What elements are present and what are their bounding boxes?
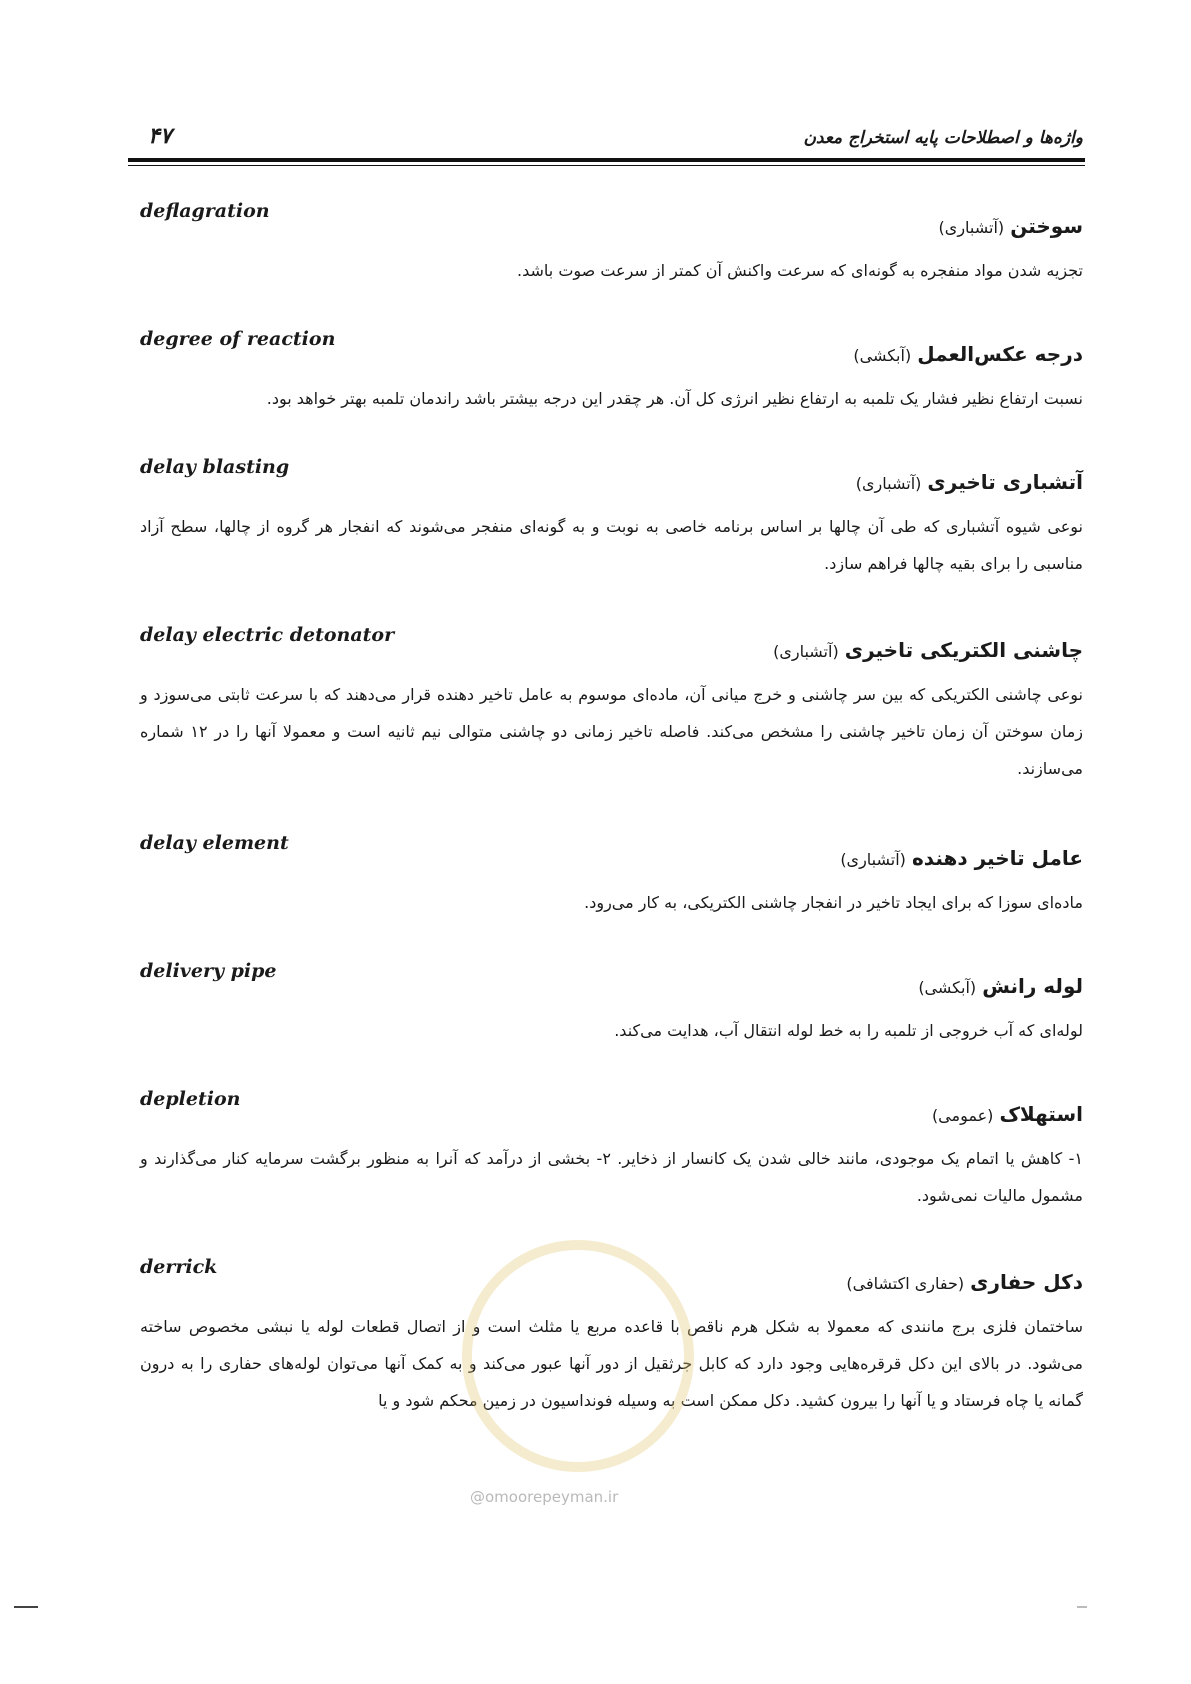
entry-category: (حفاری اکتشافی) [846,1274,965,1293]
running-header-title: واژه‌ها و اصطلاحات پایه استخراج معدن [803,128,1083,148]
entry-category: (آتشباری) [840,850,906,869]
persian-term: عامل تاخیر دهنده [911,846,1083,870]
english-term: deflagration [140,200,270,222]
english-term: delay blasting [140,456,290,478]
entry-category: (آتشباری) [773,642,839,661]
english-term: degree of reaction [140,328,336,350]
entry-definition: ساختمان فلزی برج مانندی که معمولا به شکل هرم ناقص با قاعده مربع یا مثلث است و از اتصال قطعات لوله یا نبشی مخصوص ساخته می‌شود. در بالای این دکل قرقره‌هایی وجود دارد که کابل جرثقیل از دور آنها عبور می‌کند و به کمک آنها می‌توان لوله‌های حفاری را به درون گمانه یا چاه فرستاد و یا آنها را بیرون کشید. دکل ممکن است به وسیله فونداسیون در زمین محکم شود و یا [140,1317,1083,1410]
entry-category: (آتشباری) [938,218,1005,237]
entry-definition: ۱- کاهش یا اتمام یک موجودی، مانند خالی شدن یک کانسار از ذخایر. ۲- بخشی از درآمد که آنرا به منظور برگشت سرمایه کنار می‌گذارند و مشمول مالیات نمی‌شود. [140,1149,1084,1205]
english-term: depletion [140,1088,241,1110]
entry-definition: نوعی شیوه آتشباری که طی آن چالها بر اساس برنامه خاصی به نوبت و به گونه‌ای منفجر می‌شوند که انفجار هر گروه از چالها، سطح آزاد مناسبی را برای بقیه چالها فراهم سازد. [140,517,1083,573]
header-rule-thick [128,158,1085,162]
entry-category: (آتشباری) [855,474,922,493]
persian-term: چاشنی الکتریکی تاخیری [844,638,1083,662]
entry-definition: لوله‌ای که آب خروجی از تلمبه را به خط لوله انتقال آب، هدایت می‌کند. [614,1021,1083,1040]
persian-term: لوله رانش [982,974,1083,998]
persian-heading [856,470,1083,494]
persian-term: درجه عکس‌العمل [917,342,1083,366]
entry-definition: تجزیه شدن مواد منفجره به گونه‌ای که سرعت واکنش آن کمتر از سرعت صوت باشد. [517,261,1083,280]
persian-term: آتشباری تاخیری [927,470,1083,494]
entry-category: (عمومی) [931,1106,994,1125]
english-term: delivery pipe [140,960,277,982]
persian-term: استهلاک [999,1102,1083,1126]
persian-heading [840,846,1083,870]
persian-heading [773,638,1083,662]
scan-mark [14,1606,38,1608]
persian-heading [853,342,1083,366]
persian-heading [918,974,1083,998]
persian-heading [932,1102,1083,1126]
entry-definition: نوعی چاشنی الکتریکی که بین سر چاشنی و خرج میانی آن، ماده‌ای موسوم به عامل تاخیر دهنده قرار می‌دهند که با سرعت ثابتی می‌سوزد و زمان سوختن آن زمان تاخیر چاشنی را مشخص می‌کند. فاصله تاخیر زمانی دو چاشنی متوالی نیم ثانیه است و معمولا آنها را در ۱۲ شماره می‌سازند. [140,685,1083,778]
page-number: ۴۷ [148,124,172,149]
persian-term: دکل حفاری [970,1270,1083,1294]
watermark-text: @omoorepeyman.ir [470,1488,619,1506]
persian-heading [939,214,1083,238]
entry-category: (آبکشی) [918,978,977,997]
header-rule-thin [128,165,1085,166]
english-term: delay element [140,832,289,854]
entry-category: (آبکشی) [853,346,912,365]
english-term: derrick [140,1256,218,1278]
entry-definition: نسبت ارتفاع نظیر فشار یک تلمبه به ارتفاع نظیر انرژی کل آن. هر چقدر این درجه بیشتر باشد راندمان تلمبه بهتر خواهد بود. [266,389,1083,408]
english-term: delay electric detonator [140,624,395,646]
persian-heading [846,1270,1083,1294]
entry-definition: ماده‌ای سوزا که برای ایجاد تاخیر در انفجار چاشنی الکتریکی، به کار می‌رود. [584,893,1083,912]
persian-term: سوختن [1010,214,1083,238]
scan-mark [1077,1606,1087,1608]
